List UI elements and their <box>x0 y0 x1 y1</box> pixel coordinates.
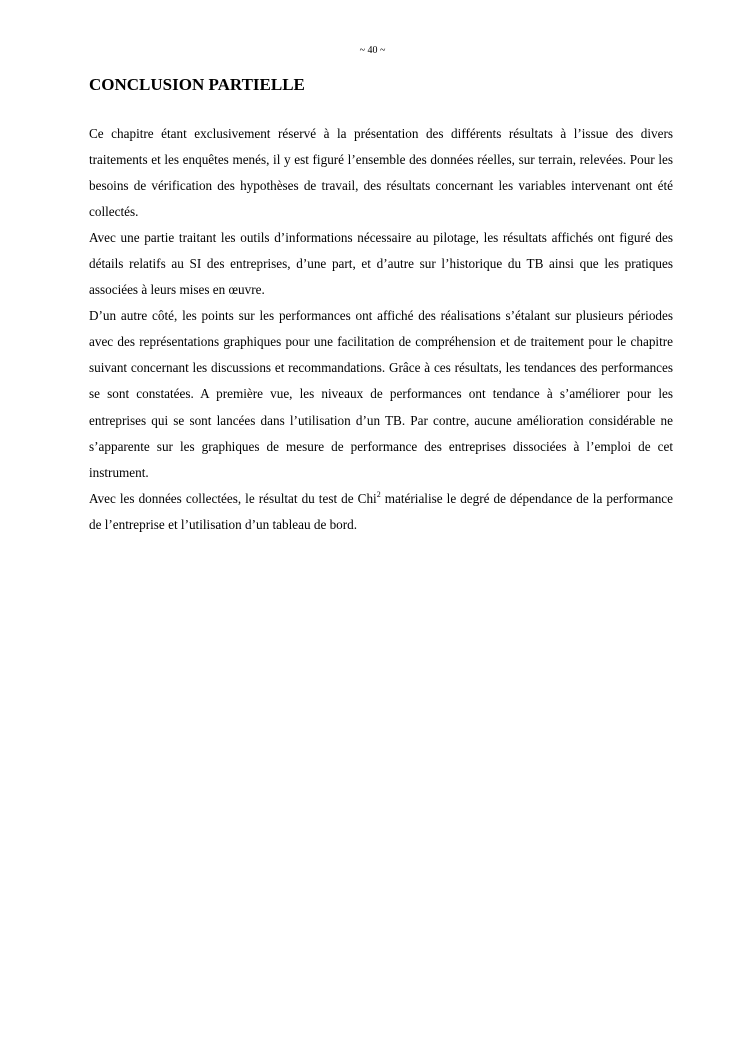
page-number: ~ 40 ~ <box>359 45 386 56</box>
paragraph-3: D’un autre côté, les points sur les performances ont affiché des réalisations s’étalant sur plusieurs périodes avec des représentations graphiques pour une facilitation de compréhension et de traitement pour le chapitre suivant concernant les discussions et recommandations. Grâce à ces résultats, les tendances des performances se sont constatées. A première vue, les niveaux de performances ont tendance à s’améliorer pour les entreprises qui se sont lancées dans l’utilisation d’un TB. Par contre, aucune amélioration considérable ne s’apparente sur les graphiques de mesure de performance des entreprises dissociées à l’emploi de cet instrument. <box>89 308 673 480</box>
section-title: CONCLUSION PARTIELLE <box>89 75 305 94</box>
paragraph-4 <box>89 486 673 538</box>
paragraph-4-end: matérialise le degré de dépendance de la performance de l’entreprise et l’utilisation d’un tableau de bord. <box>89 490 673 532</box>
paragraph-2: Avec une partie traitant les outils d’informations nécessaire au pilotage, les résultats affichés ont figuré des détails relatifs au SI des entreprises, d’une part, et d’autre sur l’historique du TB ainsi que les pratiques associées à leurs mises en œuvre. <box>89 230 673 298</box>
body-text <box>89 121 673 538</box>
paragraph-1: Ce chapitre étant exclusivement réservé à la présentation des différents résultats à l’issue des divers traitements et les enquêtes menés, il y est figuré l’ensemble des données réelles, sur terrain, relevées. Pour les besoins de vérification des hypothèses de travail, des résultats concernant les variables intervenant ont été collectés. <box>89 126 673 220</box>
paragraph-4-start: Avec les données collectées, le résultat du test de Chi <box>89 490 377 506</box>
superscript-2: 2 <box>376 489 381 499</box>
